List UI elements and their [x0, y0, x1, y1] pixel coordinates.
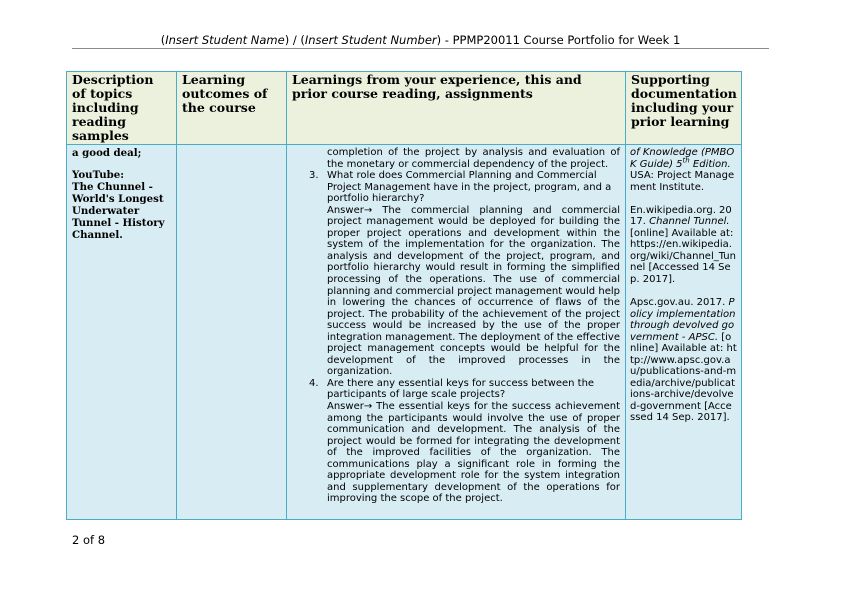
cell-learnings — [287, 145, 626, 520]
cell-topics — [67, 145, 177, 520]
youtube-title: The Chunnel - World's Longest Underwater Tunnel - History Channel. — [72, 181, 165, 241]
item-number: 3. — [309, 170, 319, 182]
item-number: 4. — [309, 377, 319, 389]
table-row — [67, 145, 742, 520]
header-cell-learnings: Learnings from your experience, this and prior course reading, assignments — [287, 72, 626, 145]
header-rule — [72, 48, 769, 49]
portfolio-table — [66, 71, 742, 520]
student-number-placeholder: Insert Student Number — [304, 33, 437, 47]
list-item — [291, 170, 620, 378]
header-course-title: ) - PPMP20011 Course Portfolio for Week 1 — [436, 33, 681, 47]
header-separator: ) / ( — [284, 33, 305, 47]
header-open-paren: ( — [160, 33, 166, 47]
reference-pmbok: of Knowledge (PMBOK Guide) 5th Edition. USA: Project Management Institute. — [630, 147, 735, 193]
table-header-row — [67, 72, 742, 145]
page-number: 2 of 8 — [72, 533, 106, 547]
header-cell-outcomes: Learning outcomes of the course — [177, 72, 287, 145]
item-question: What role does Commercial Planning and Commercial Project Management have in the project, program, and a portfolio hierarchy? — [327, 170, 612, 205]
header-cell-topics: Description of topics including reading samples — [67, 72, 177, 145]
student-name-placeholder: Insert Student Name — [165, 33, 285, 47]
continuation-text: completion of the project by analysis and evaluation of the monetary or commercial dependency of the project. — [327, 147, 620, 170]
item-answer: Answer→ The commercial planning and commercial project management would be deployed for building the proper project operations and development within the system of the implementation for the organization. The analysis and development of the project, program, and portfolio hierarchy would result in forming the simplified processing of the operations. The use of commercial planning and commercial project management would help in lowering the chances of occurrence of flaws of the project. The probability of the achievement of the project success would be increased by the use of the proper integration management. The deployment of the effective project management concepts would be helpful for the development of the improved processes in the organization. — [327, 204, 620, 378]
cell-documentation — [626, 145, 742, 520]
header-cell-documentation: Supporting documentation including your prior learning — [626, 72, 742, 145]
list-item — [291, 378, 620, 505]
topic-text: a good deal; — [72, 147, 142, 159]
page-header — [72, 33, 769, 47]
reference-apsc: Apsc.gov.au. 2017. Policy implementation through devolved government - APSC. [online] Available at: http://www.apsc.gov.au/publications-and-media/archive/publications-archive/devolved-government [Accessed 14 Sep. 2017]. — [630, 297, 737, 424]
youtube-label: YouTube: — [72, 169, 125, 181]
item-answer: Answer→ The essential keys for the success achievement among the participants would involve the use of proper communication and development. The analysis of the project would be formed for integrating the development of the improved facilities of the organization. The communications play a significant role in forming the appropriate development role for the system integration and supplementary development of the operations for improving the scope of the project. — [327, 401, 620, 505]
item-question: Are there any essential keys for success between the participants of large scale projects? — [327, 377, 595, 401]
reference-wikipedia: En.wikipedia.org. 2017. Channel Tunnel. [online] Available at: https://en.wikipedia.org/wiki/Channel_Tunnel [Accessed 14 Sep. 2017]. — [630, 204, 736, 285]
cell-outcomes — [177, 145, 287, 520]
